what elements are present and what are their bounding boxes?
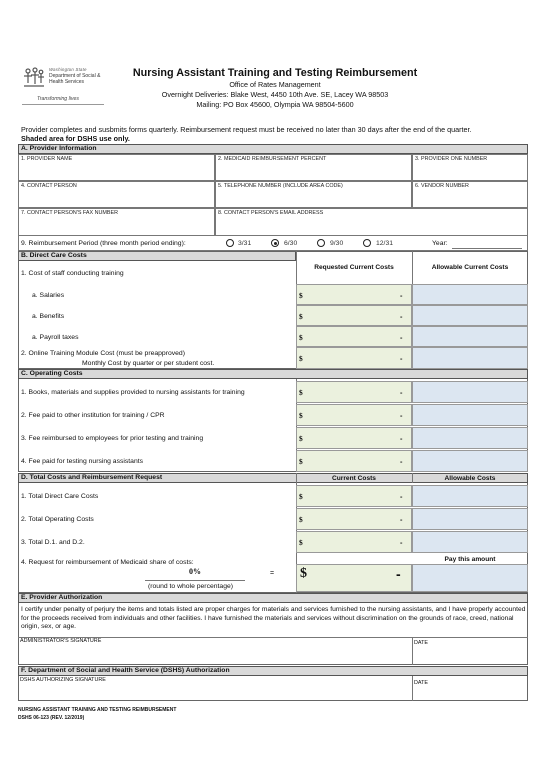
prior-testing-allowable bbox=[412, 427, 528, 449]
total-operating-value: - bbox=[400, 515, 403, 524]
administrator-signature-label: ADMINISTRATOR'S SIGNATURE bbox=[20, 638, 102, 644]
vendor-number-label: 6. VENDOR NUMBER bbox=[415, 183, 469, 189]
period-9-30-label: 9/30 bbox=[330, 240, 344, 247]
institution-fee-value: - bbox=[400, 411, 403, 420]
telephone-field[interactable] bbox=[215, 181, 412, 208]
period-6-30-radio[interactable] bbox=[271, 239, 279, 247]
online-module-allowable bbox=[412, 347, 528, 369]
currency-symbol: $ bbox=[300, 566, 307, 581]
round-note: (round to whole percentage) bbox=[148, 583, 234, 590]
certification-text: I certify under penalty of perjury the items and totals listed are proper charges for materials and services furnished to the nursing assistants, and I have properly accounted for the proceeds received from individuals and other facilities. I have furnished the materials and services without discrimination on the grounds of race, creed, national origin, sex, or age. bbox=[21, 606, 526, 631]
medicaid-percent-value: 0% bbox=[145, 567, 245, 581]
email-field[interactable] bbox=[215, 208, 528, 236]
allowable-costs-header-d: Allowable Costs bbox=[444, 475, 496, 482]
online-module-label: 2. Online Training Module Cost (must be preapproved) bbox=[21, 350, 185, 357]
fax-number-field[interactable] bbox=[18, 208, 215, 236]
contact-person-label: 4. CONTACT PERSON bbox=[21, 183, 77, 189]
provider-name-field[interactable] bbox=[18, 154, 215, 181]
section-c-heading: C. Operating Costs bbox=[18, 369, 528, 379]
currency-symbol: $ bbox=[299, 515, 303, 524]
divider bbox=[412, 676, 413, 701]
section-b-heading: B. Direct Care Costs bbox=[18, 251, 296, 261]
period-12-31-radio[interactable] bbox=[363, 239, 371, 247]
salaries-label: a. Salaries bbox=[32, 292, 65, 299]
online-module-value: - bbox=[400, 354, 403, 363]
period-3-31-label: 3/31 bbox=[238, 240, 252, 247]
books-allowable bbox=[412, 381, 528, 403]
prior-testing-label: 3. Fee reimbursed to employees for prior testing and training bbox=[21, 435, 204, 442]
dshs-signature-label: DSHS AUTHORIZING SIGNATURE bbox=[20, 677, 106, 683]
provider-one-number-field[interactable] bbox=[412, 154, 528, 181]
benefits-allowable bbox=[412, 305, 528, 326]
books-input[interactable] bbox=[296, 381, 412, 403]
benefits-value: - bbox=[400, 312, 403, 321]
salaries-value: - bbox=[400, 291, 403, 300]
currency-symbol: $ bbox=[299, 388, 303, 397]
pay-this-amount-cell bbox=[412, 564, 528, 592]
vendor-number-field[interactable] bbox=[412, 181, 528, 208]
payroll-taxes-value: - bbox=[400, 333, 403, 342]
online-module-input[interactable] bbox=[296, 347, 412, 369]
total-operating-value-cell bbox=[296, 508, 412, 530]
medicaid-percent-label: 2. MEDICAID REIMBURSEMENT PERCENT bbox=[218, 156, 327, 162]
payroll-taxes-input[interactable] bbox=[296, 326, 412, 347]
dshs-date-field[interactable] bbox=[414, 680, 526, 700]
salaries-allowable bbox=[412, 284, 528, 305]
books-value: - bbox=[400, 388, 403, 397]
period-9-30-radio[interactable] bbox=[317, 239, 325, 247]
reimbursement-period-label: 9. Reimbursement Period (three month period ending): bbox=[21, 240, 186, 247]
logo-state-text: Washington State bbox=[49, 67, 87, 72]
requested-costs-header: Requested Current Costs bbox=[314, 264, 394, 271]
currency-symbol: $ bbox=[299, 457, 303, 466]
logo-tagline: Transforming lives bbox=[37, 96, 79, 102]
allowable-costs-header: Allowable Current Costs bbox=[431, 264, 509, 271]
dshs-signature-field[interactable] bbox=[20, 677, 410, 700]
institution-fee-input[interactable] bbox=[296, 404, 412, 426]
testing-fee-label: 4. Fee paid for testing nursing assistants bbox=[21, 458, 144, 465]
logo-department-text: Department of Social & Health Services bbox=[49, 73, 101, 85]
footer-form-number: DSHS 06-123 (REV. 12/2019) bbox=[18, 715, 85, 721]
section-d-heading: D. Total Costs and Reimbursement Request bbox=[18, 473, 528, 483]
payroll-taxes-label: a. Payroll taxes bbox=[32, 334, 79, 341]
testing-fee-value: - bbox=[400, 457, 403, 466]
footer-form-name: NURSING ASSISTANT TRAINING AND TESTING REIMBURSEMENT bbox=[18, 707, 177, 713]
benefits-label: a. Benefits bbox=[32, 313, 65, 320]
total-direct-value-cell bbox=[296, 485, 412, 507]
administrator-signature-field[interactable] bbox=[20, 638, 410, 664]
equals-sign: = bbox=[270, 570, 275, 577]
prior-testing-value: - bbox=[400, 434, 403, 443]
medicaid-percent-field[interactable] bbox=[215, 154, 412, 181]
grand-total-allowable bbox=[412, 531, 528, 553]
currency-symbol: $ bbox=[299, 291, 303, 300]
current-costs-header: Current Costs bbox=[332, 475, 376, 482]
currency-symbol: $ bbox=[299, 333, 303, 342]
mailing-address: Mailing: PO Box 45600, Olympia WA 98504-5600 bbox=[196, 100, 354, 109]
total-direct-value: - bbox=[400, 492, 403, 501]
books-label: 1. Books, materials and supplies provided to nursing assistants for training bbox=[21, 389, 245, 396]
administrator-date-field[interactable] bbox=[414, 640, 526, 664]
currency-symbol: $ bbox=[299, 538, 303, 547]
pay-this-amount-header: Pay this amount bbox=[444, 556, 496, 563]
fax-number-label: 7. CONTACT PERSON'S FAX NUMBER bbox=[21, 210, 118, 216]
currency-symbol: $ bbox=[299, 411, 303, 420]
payroll-taxes-allowable bbox=[412, 326, 528, 347]
medicaid-share-value: - bbox=[396, 566, 401, 582]
medicaid-share-value-cell bbox=[296, 564, 412, 592]
testing-fee-allowable bbox=[412, 450, 528, 472]
testing-fee-input[interactable] bbox=[296, 450, 412, 472]
dshs-date-label: DATE bbox=[414, 680, 428, 686]
period-6-30-label: 6/30 bbox=[284, 240, 298, 247]
section-a-heading: A. Provider Information bbox=[18, 144, 528, 154]
total-direct-allowable bbox=[412, 485, 528, 507]
online-module-note: Monthly Cost by quarter or per student cost. bbox=[82, 360, 215, 367]
provider-name-label: 1. PROVIDER NAME bbox=[21, 156, 73, 162]
currency-symbol: $ bbox=[299, 354, 303, 363]
currency-symbol: $ bbox=[299, 312, 303, 321]
email-label: 8. CONTACT PERSON'S EMAIL ADDRESS bbox=[218, 210, 324, 216]
shaded-note: Shaded area for DSHS use only. bbox=[21, 134, 130, 143]
section-e-heading: E. Provider Authorization bbox=[18, 593, 528, 603]
total-operating-label: 2. Total Operating Costs bbox=[21, 516, 94, 523]
benefits-input[interactable] bbox=[296, 305, 412, 326]
currency-symbol: $ bbox=[299, 434, 303, 443]
period-12-31-label: 12/31 bbox=[376, 240, 394, 247]
provider-one-number-label: 3. PROVIDER ONE NUMBER bbox=[415, 156, 488, 162]
overnight-address: Overnight Deliveries: Blake West, 4450 10th Ave. SE, Lacey WA 98503 bbox=[161, 90, 389, 99]
staff-cost-label: 1. Cost of staff conducting training bbox=[21, 270, 124, 277]
period-3-31-radio[interactable] bbox=[226, 239, 234, 247]
grand-total-value-cell bbox=[296, 531, 412, 553]
instructions: Provider completes and susbmits forms quarterly. Reimbursement request must be received no later than 30 days after the end of the quarter. bbox=[21, 125, 472, 134]
year-label: Year: bbox=[432, 240, 448, 247]
office-name: Office of Rates Management bbox=[229, 80, 321, 89]
divider bbox=[412, 473, 413, 483]
form-title: Nursing Assistant Training and Testing Reimbursement bbox=[132, 67, 418, 79]
telephone-label: 5. TELEPHONE NUMBER (INCLUDE AREA CODE) bbox=[218, 183, 343, 189]
year-input[interactable] bbox=[452, 248, 522, 249]
total-direct-label: 1. Total Direct Care Costs bbox=[21, 493, 99, 500]
total-operating-allowable bbox=[412, 508, 528, 530]
section-f-heading: F. Department of Social and Health Service (DSHS) Authorization bbox=[18, 666, 528, 676]
salaries-input[interactable] bbox=[296, 284, 412, 305]
institution-fee-allowable bbox=[412, 404, 528, 426]
grand-total-label: 3. Total D.1. and D.2. bbox=[21, 539, 85, 546]
reimbursement-request-label: 4. Request for reimbursement of Medicaid share of costs: bbox=[21, 559, 194, 566]
divider bbox=[412, 637, 413, 665]
institution-fee-label: 2. Fee paid to other institution for training / CPR bbox=[21, 412, 165, 419]
prior-testing-input[interactable] bbox=[296, 427, 412, 449]
currency-symbol: $ bbox=[299, 492, 303, 501]
grand-total-value: - bbox=[400, 538, 403, 547]
administrator-date-label: DATE bbox=[414, 640, 428, 646]
contact-person-field[interactable] bbox=[18, 181, 215, 208]
